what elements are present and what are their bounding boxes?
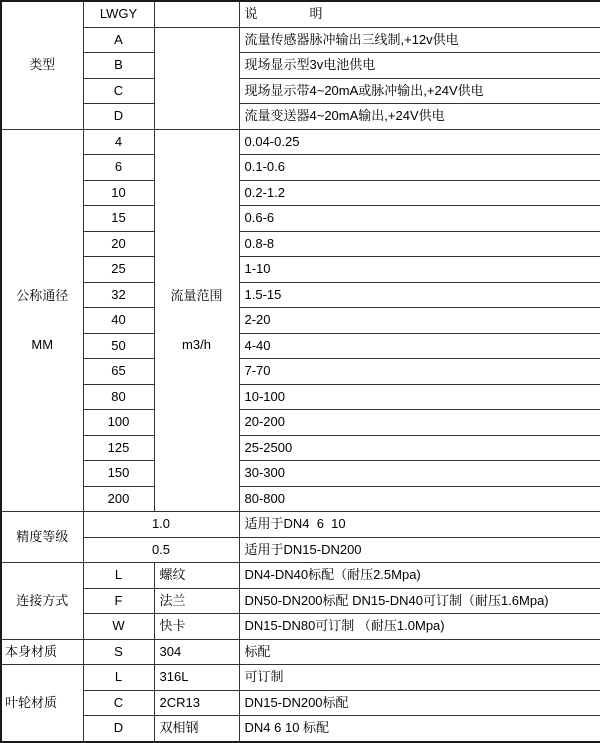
- table-row: [1, 257, 600, 283]
- impeller-code-cell: D: [83, 716, 154, 742]
- type-code-cell: D: [83, 104, 154, 130]
- table-row: [1, 308, 600, 334]
- range-cell: 10-100: [239, 384, 600, 410]
- type-desc-cell: 流量传感器脉冲输出三线制,+12v供电: [239, 27, 600, 53]
- accuracy-desc-cell: 适用于DN15-DN200: [239, 537, 600, 563]
- impeller-desc-cell: 可订制: [239, 665, 600, 691]
- dn-cell: 25: [83, 257, 154, 283]
- table-row: [1, 486, 600, 512]
- range-cell: 0.04-0.25: [239, 129, 600, 155]
- range-cell: 1.5-15: [239, 282, 600, 308]
- header-code-cell: LWGY: [83, 1, 154, 27]
- table-row: [1, 1, 600, 27]
- table-row: [1, 53, 600, 79]
- dn-cell: 6: [83, 155, 154, 181]
- table-row: [1, 384, 600, 410]
- impeller-desc-cell: DN4 6 10 标配: [239, 716, 600, 742]
- header-desc-cell: 说 明: [239, 1, 600, 27]
- type-empty-cell: [154, 27, 239, 129]
- dn-cell: 50: [83, 333, 154, 359]
- type-code-cell: A: [83, 27, 154, 53]
- diameter-label-line1: 公称通径: [16, 287, 69, 303]
- accuracy-value-cell: 0.5: [83, 537, 239, 563]
- dn-cell: 10: [83, 180, 154, 206]
- table-row: [1, 359, 600, 385]
- table-row: [1, 104, 600, 130]
- section-label-accuracy: 精度等级: [1, 512, 83, 563]
- impeller-code-cell: C: [83, 690, 154, 716]
- range-cell: 1-10: [239, 257, 600, 283]
- impeller-code-cell: L: [83, 665, 154, 691]
- range-cell: 7-70: [239, 359, 600, 385]
- type-code-cell: C: [83, 78, 154, 104]
- connection-name-cell: 快卡: [154, 614, 239, 640]
- connection-name-cell: 法兰: [154, 588, 239, 614]
- accuracy-value-cell: 1.0: [83, 512, 239, 538]
- range-cell: 25-2500: [239, 435, 600, 461]
- table-row: [1, 512, 600, 538]
- table-row: [1, 563, 600, 589]
- table-row: [1, 690, 600, 716]
- range-cell: 0.1-0.6: [239, 155, 600, 181]
- dn-cell: 40: [83, 308, 154, 334]
- section-label-body-material: 本身材质: [1, 639, 83, 665]
- dn-cell: 200: [83, 486, 154, 512]
- dn-cell: 100: [83, 410, 154, 436]
- table-row: [1, 180, 600, 206]
- connection-name-cell: 螺纹: [154, 563, 239, 589]
- flow-range-label-line1: 流量范围: [170, 287, 223, 303]
- table-row: [1, 333, 600, 359]
- table-row: [1, 155, 600, 181]
- table-row: [1, 410, 600, 436]
- dn-cell: 65: [83, 359, 154, 385]
- type-code-cell: B: [83, 53, 154, 79]
- type-desc-cell: 流量变送器4~20mA输出,+24V供电: [239, 104, 600, 130]
- body-material-code-cell: S: [83, 639, 154, 665]
- connection-desc-cell: DN4-DN40标配（耐压2.5Mpa): [239, 563, 600, 589]
- table-row: [1, 282, 600, 308]
- table-row: [1, 78, 600, 104]
- dn-cell: 32: [83, 282, 154, 308]
- section-label-diameter: [1, 129, 83, 512]
- impeller-name-cell: 316L: [154, 665, 239, 691]
- range-cell: 20-200: [239, 410, 600, 436]
- range-cell: 0.6-6: [239, 206, 600, 232]
- table-row: [1, 206, 600, 232]
- range-cell: 0.2-1.2: [239, 180, 600, 206]
- table-row: [1, 537, 600, 563]
- connection-code-cell: F: [83, 588, 154, 614]
- table-row: [1, 588, 600, 614]
- impeller-name-cell: 2CR13: [154, 690, 239, 716]
- table-row: [1, 231, 600, 257]
- range-cell: 0.8-8: [239, 231, 600, 257]
- connection-code-cell: W: [83, 614, 154, 640]
- table-row: [1, 639, 600, 665]
- accuracy-desc-cell: 适用于DN4 6 10: [239, 512, 600, 538]
- type-desc-cell: 现场显示型3v电池供电: [239, 53, 600, 79]
- range-cell: 80-800: [239, 486, 600, 512]
- range-cell: 30-300: [239, 461, 600, 487]
- table-row: [1, 461, 600, 487]
- type-desc-cell: 现场显示带4~20mA或脉冲输出,+24V供电: [239, 78, 600, 104]
- dn-cell: 4: [83, 129, 154, 155]
- flow-range-label-line2: m3/h: [182, 336, 211, 352]
- section-label-connection: 连接方式: [1, 563, 83, 640]
- body-material-name-cell: 304: [154, 639, 239, 665]
- impeller-name-cell: 双相钢: [154, 716, 239, 742]
- header-empty-cell: [154, 1, 239, 27]
- table-row: [1, 614, 600, 640]
- dn-cell: 80: [83, 384, 154, 410]
- table-row: [1, 129, 600, 155]
- connection-code-cell: L: [83, 563, 154, 589]
- dn-cell: 20: [83, 231, 154, 257]
- dn-cell: 125: [83, 435, 154, 461]
- section-label-impeller-material: 叶轮材质: [1, 665, 83, 742]
- table-row: [1, 435, 600, 461]
- dn-cell: 15: [83, 206, 154, 232]
- diameter-label-line2: MM: [31, 336, 54, 352]
- section-label-type: 类型: [1, 1, 83, 129]
- range-cell: 4-40: [239, 333, 600, 359]
- table-row: [1, 27, 600, 53]
- range-cell: 2-20: [239, 308, 600, 334]
- table-row: [1, 716, 600, 742]
- dn-cell: 150: [83, 461, 154, 487]
- body-material-desc-cell: 标配: [239, 639, 600, 665]
- connection-desc-cell: DN50-DN200标配 DN15-DN40可订制（耐压1.6Mpa): [239, 588, 600, 614]
- impeller-desc-cell: DN15-DN200标配: [239, 690, 600, 716]
- connection-desc-cell: DN15-DN80可订制 （耐压1.0Mpa): [239, 614, 600, 640]
- flow-range-label: [154, 129, 239, 512]
- table-row: [1, 665, 600, 691]
